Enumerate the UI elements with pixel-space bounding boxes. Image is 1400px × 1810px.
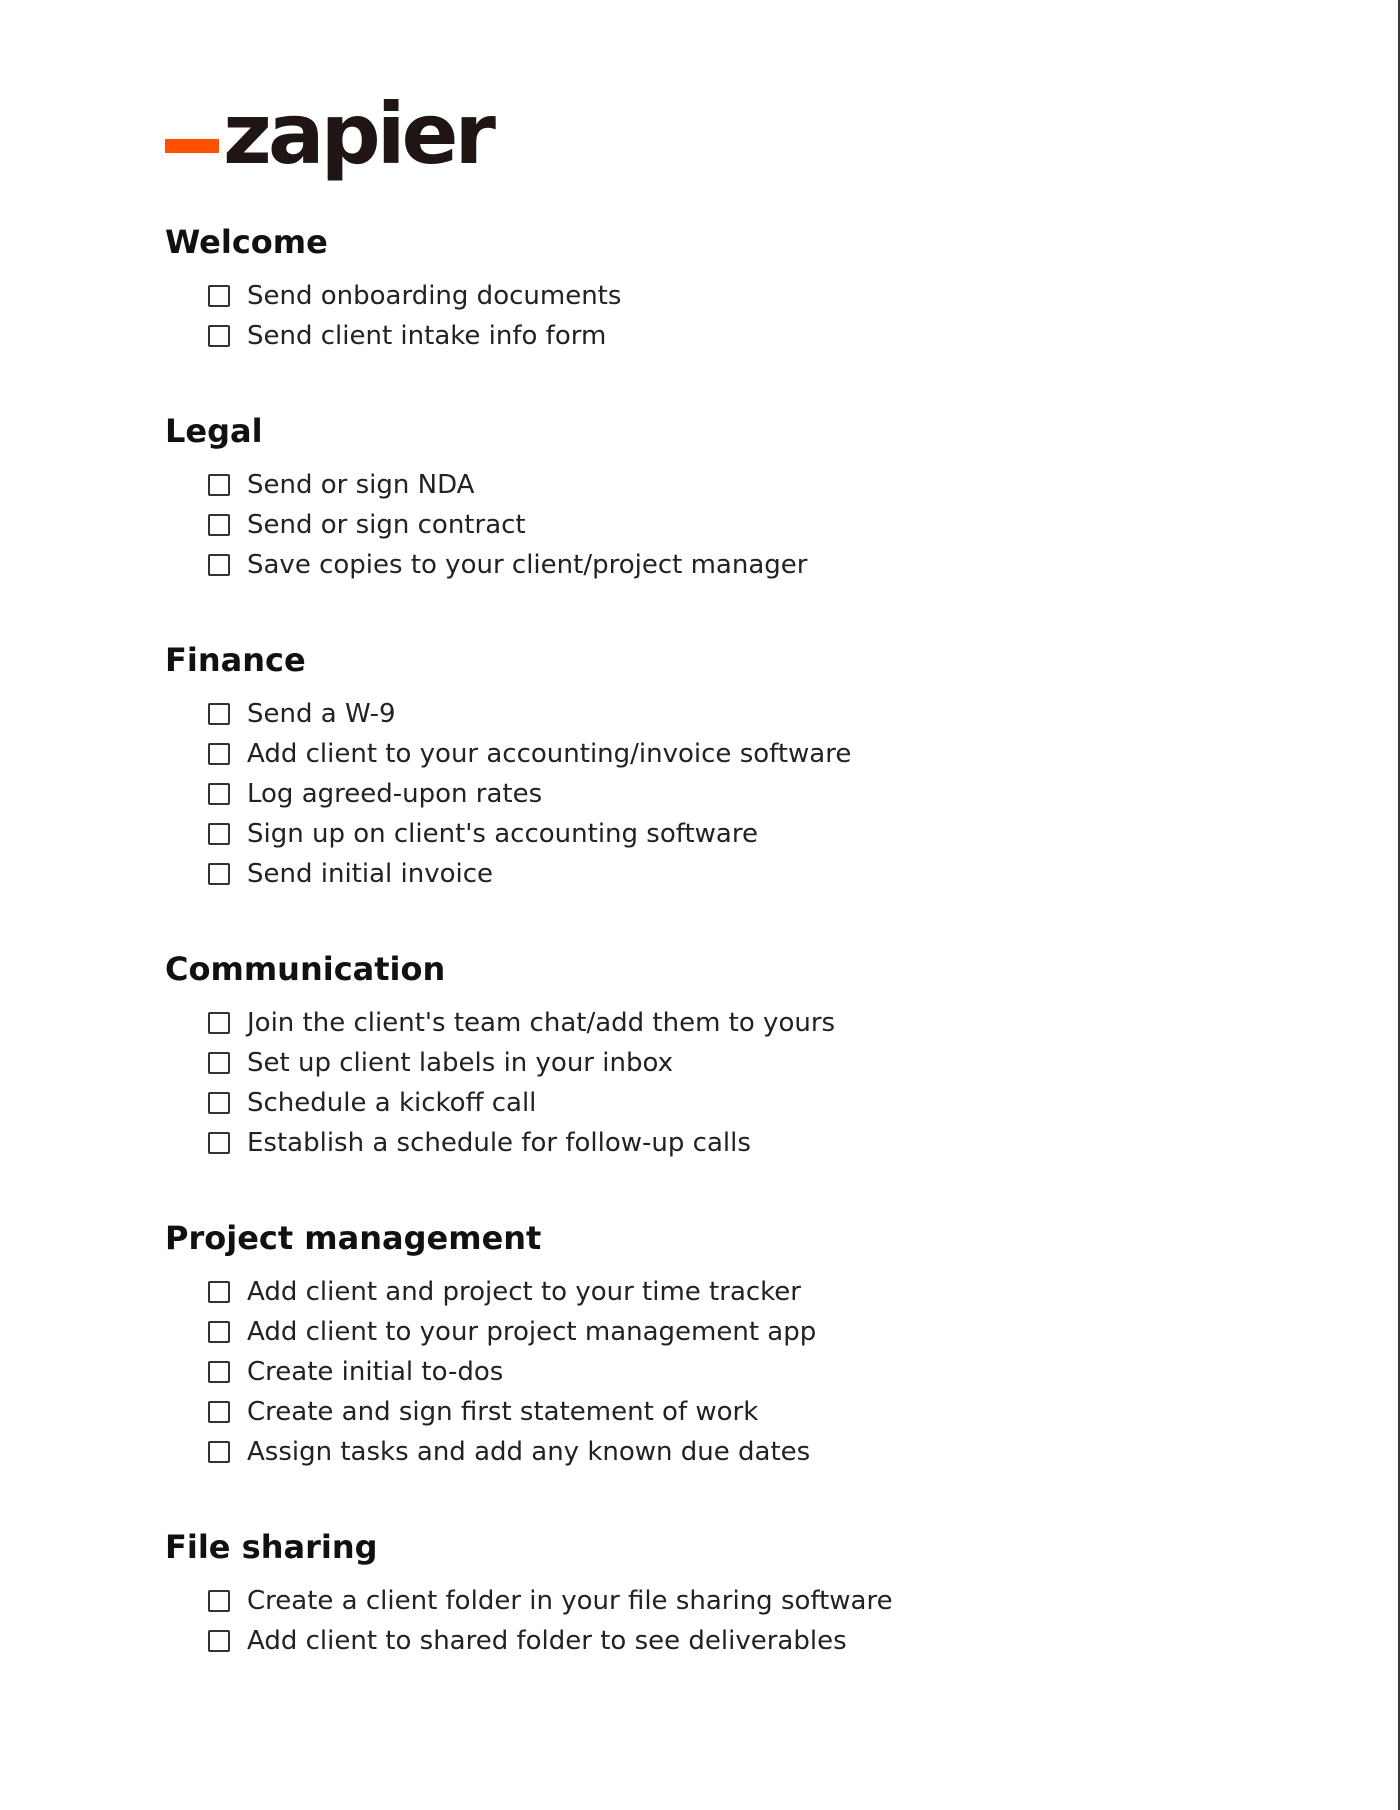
zapier-logo [165, 76, 492, 183]
checklist-item [208, 1043, 1315, 1083]
checklist-item [208, 1432, 1315, 1472]
checkbox[interactable] [208, 1052, 230, 1074]
section-title: Project management [165, 1219, 542, 1257]
checkbox[interactable] [208, 1441, 230, 1463]
checklist-item-label: Add client to your accounting/invoice software [247, 739, 852, 769]
checklist-item-label: Log agreed-upon rates [247, 779, 543, 809]
checkbox[interactable] [208, 1630, 230, 1652]
checklist-item [208, 276, 1315, 316]
checkbox[interactable] [208, 285, 230, 307]
checklist-item-label: Send a W-9 [247, 699, 396, 729]
checklist-item-label: Send initial invoice [247, 859, 494, 889]
checklist [165, 220, 1315, 1661]
checkbox[interactable] [208, 1132, 230, 1154]
checkbox[interactable] [208, 1012, 230, 1034]
checkbox[interactable] [208, 783, 230, 805]
checklist-item [208, 505, 1315, 545]
checklist-item-label: Send or sign contract [247, 510, 526, 540]
section-title: Welcome [165, 223, 328, 261]
checklist-item [208, 1352, 1315, 1392]
checklist-items [165, 1003, 1315, 1163]
logo-underscore-mark [165, 139, 219, 153]
checklist-item-label: Establish a schedule for follow-up calls [247, 1128, 751, 1158]
checklist-items [165, 1272, 1315, 1472]
checklist-item-label: Send onboarding documents [247, 281, 622, 311]
checkbox[interactable] [208, 1092, 230, 1114]
checklist-item-label: Assign tasks and add any known due dates [247, 1437, 811, 1467]
section-file-sharing [165, 1525, 1315, 1661]
section-title: Legal [165, 412, 263, 450]
checklist-item [208, 1272, 1315, 1312]
checklist-item [208, 1581, 1315, 1621]
checklist-item-label: Join the client's team chat/add them to yours [247, 1008, 836, 1038]
checklist-items [165, 694, 1315, 894]
section-title: File sharing [165, 1528, 378, 1566]
checkbox[interactable] [208, 863, 230, 885]
checkbox[interactable] [208, 1361, 230, 1383]
section-welcome [165, 220, 1315, 356]
checklist-item [208, 465, 1315, 505]
checklist-item-label: Set up client labels in your inbox [247, 1048, 673, 1078]
checkbox[interactable] [208, 1321, 230, 1343]
checklist-item-label: Create a client folder in your file sharing software [247, 1586, 893, 1616]
section-project-management [165, 1216, 1315, 1472]
checklist-item-label: Schedule a kickoff call [247, 1088, 537, 1118]
checklist-item [208, 854, 1315, 894]
checkbox[interactable] [208, 823, 230, 845]
checklist-item-label: Save copies to your client/project manager [247, 550, 808, 580]
checkbox[interactable] [208, 1281, 230, 1303]
checklist-item-label: Sign up on client's accounting software [247, 819, 758, 849]
checklist-item [208, 694, 1315, 734]
checklist-item [208, 1083, 1315, 1123]
checkbox[interactable] [208, 325, 230, 347]
checklist-item-label: Send or sign NDA [247, 470, 475, 500]
checklist-item [208, 1621, 1315, 1661]
checkbox[interactable] [208, 554, 230, 576]
checklist-item [208, 1123, 1315, 1163]
section-finance [165, 638, 1315, 894]
checklist-item-label: Send client intake info form [247, 321, 607, 351]
section-legal [165, 409, 1315, 585]
checklist-items [165, 465, 1315, 585]
checklist-items [165, 1581, 1315, 1661]
checklist-item [208, 1392, 1315, 1432]
checklist-item-label: Create and sign first statement of work [247, 1397, 759, 1427]
section-title: Finance [165, 641, 306, 679]
checklist-item [208, 814, 1315, 854]
checklist-item [208, 545, 1315, 585]
section-title: Communication [165, 950, 446, 988]
checkbox[interactable] [208, 743, 230, 765]
checklist-item-label: Add client and project to your time tracker [247, 1277, 801, 1307]
checklist-item-label: Add client to shared folder to see deliverables [247, 1626, 847, 1656]
checkbox[interactable] [208, 1590, 230, 1612]
checklist-item-label: Create initial to-dos [247, 1357, 504, 1387]
checkbox[interactable] [208, 514, 230, 536]
checkbox[interactable] [208, 703, 230, 725]
checklist-item [208, 734, 1315, 774]
section-communication [165, 947, 1315, 1163]
checklist-item-label: Add client to your project management app [247, 1317, 817, 1347]
checklist-item [208, 1312, 1315, 1352]
checklist-item [208, 1003, 1315, 1043]
checklist-item [208, 316, 1315, 356]
checklist-item [208, 774, 1315, 814]
checklist-items [165, 276, 1315, 356]
logo-wordmark: zapier [223, 85, 492, 183]
checkbox[interactable] [208, 474, 230, 496]
checkbox[interactable] [208, 1401, 230, 1423]
